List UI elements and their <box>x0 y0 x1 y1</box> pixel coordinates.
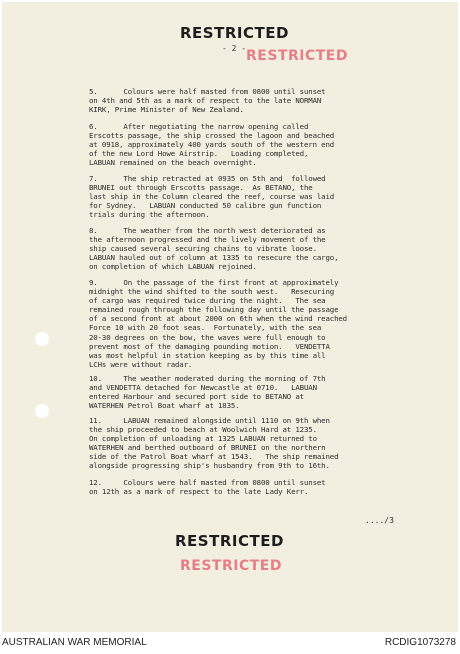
restricted-stamp-top: RESTRICTED <box>180 24 289 42</box>
restricted-red-stamp-top: RESTRICTED <box>246 48 348 64</box>
paragraph-8: 8. The weather from the north west deteriorated as the afternoon progressed and the lively movement of the ship caused several securing chains to vibrate loose. LABUAN hauled out of column at 1335 to resecure the cargo, on completion of which LABUAN rejoined. <box>89 226 339 272</box>
paragraph-6: 6. After negotiating the narrow opening called Erscotts passage, the ship crossed the lagoon and beached at 0918, approximately 400 yards south of the western end of the new Lord Howe Airstrip. Loading completed, LABUAN remained on the beach overnight. <box>89 122 335 168</box>
paragraph-9: 9. On the passage of the first front at approximately midnight the wind shifted to the south west. Resecuring of cargo was required twice during the night. The sea remained rough through the following day until the passage of a second front at about 2000 on 6th when the wind reached Force 10 with 20 foot seas. Fortunately, with the sea 20-30 degrees on the bow, the waves were full enough to prevent most of the damaging pounding motion. VENDETTA was most helpful in station keeping as by this time all LCHs were without radar. <box>89 278 347 369</box>
paragraph-12: 12. Colours were half masted from 0800 until sunset on 12th as a mark of respect to the late Lady Kerr. <box>89 478 326 497</box>
paragraph-11: 11. LABUAN remained alongside until 1110 on 9th when the ship proceeded to beach at Woolwich Hard at 1235. On completion of unloading at 1325 LABUAN returned to WATERHEN and berthed outboard of BRUNEI on the northern side of the Patrol Boat wharf at 1543. The ship remained alongside progressing ship's husbandry from 9th to 16th. <box>89 416 339 471</box>
page-number: - 2 - <box>222 44 247 53</box>
punch-hole <box>35 404 49 418</box>
paragraph-7: 7. The ship retracted at 0935 on 5th and followed BRUNEI out through Erscotts passage. As BETANO, the last ship in the Column cleared the reef, course was laid for Sydney. LABUAN conducted 50 calibre gun function trials during the afternoon. <box>89 174 335 220</box>
restricted-red-stamp-bottom: RESTRICTED <box>180 558 282 574</box>
paragraph-5: 5. Colours were half masted from 0800 until sunset on 4th and 5th as a mark of respect to the late NORMAN KIRK, Prime Minister of New Zealand. <box>89 87 326 115</box>
continuation-marker: ..../3 <box>365 516 394 525</box>
punch-hole <box>35 332 49 346</box>
paragraph-10: 10. The weather moderated during the morning of 7th and VENDETTA detached for Newcastle at 0710. LABUAN entered Harbour and secured port side to BETANO at WATERHEN Petrol Boat wharf at 1835. <box>89 374 326 411</box>
archive-footer <box>0 633 460 654</box>
archive-name: AUSTRALIAN WAR MEMORIAL <box>2 637 147 648</box>
restricted-stamp-bottom: RESTRICTED <box>175 532 284 550</box>
archive-id: RCDIG1073278 <box>384 637 456 648</box>
